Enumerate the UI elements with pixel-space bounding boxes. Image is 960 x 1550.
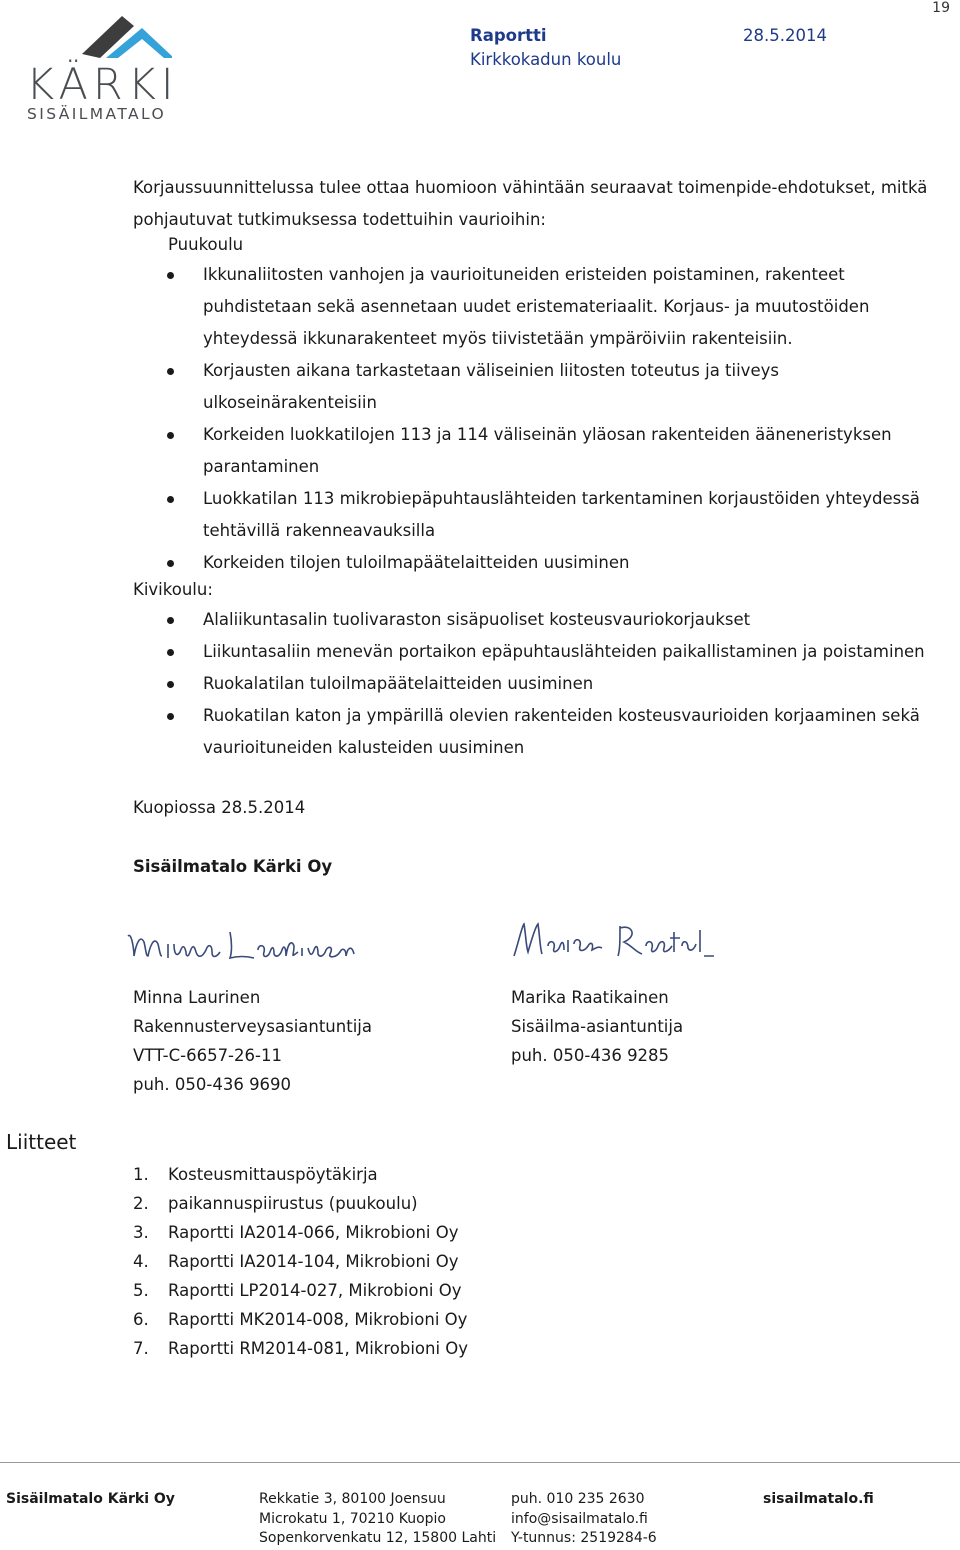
footer-email[interactable]: info@sisailmatalo.fi — [511, 1510, 648, 1527]
bullet-icon — [167, 617, 174, 624]
signer-title: Sisäilma-asiantuntija — [511, 1017, 684, 1036]
signer-phone: puh. 050-436 9690 — [133, 1075, 292, 1094]
footer-company: Sisäilmatalo Kärki Oy — [6, 1491, 175, 1507]
list-item: Korkeiden luokkatilojen 113 ja 114 väliseinän yläosan rakenteiden ääneneristyksen parantaminen — [163, 419, 953, 483]
puukoulu-list — [163, 259, 953, 579]
company-logo — [26, 14, 179, 123]
bullet-icon — [167, 432, 174, 439]
bullet-icon — [167, 496, 174, 503]
list-item: Ruokalatilan tuloilmapäätelaitteiden uusiminen — [163, 668, 953, 700]
bullet-icon — [167, 272, 174, 279]
footer-contacts — [511, 1490, 657, 1549]
list-item: Ikkunaliitosten vanhojen ja vaurioituneiden eristeiden poistaminen, rakenteet puhdistetaan sekä asennetaan uudet eristemateriaalit. Korjaus- ja muutostöiden yhteydessä ikkunarakenteet myös tiivistetään ympäröiviin rakenteisiin. — [163, 259, 953, 355]
report-date: 28.5.2014 — [743, 26, 827, 45]
list-item: Ruokatilan katon ja ympärillä olevien rakenteiden kosteusvaurioiden korjaaminen sekä vaurioituneiden kalusteiden uusiminen — [163, 700, 953, 764]
place-date: Kuopiossa 28.5.2014 — [133, 798, 306, 817]
signer-phone: puh. 050-436 9285 — [511, 1046, 670, 1065]
list-item: 1. Kosteusmittauspöytäkirja — [133, 1165, 378, 1184]
signer-block-2 — [511, 983, 683, 1070]
list-item: Liikuntasaliin menevän portaikon epäpuhtauslähteiden paikallistaminen ja poistaminen — [163, 636, 953, 668]
list-item: Korjausten aikana tarkastetaan väliseinien liitosten toteutus ja tiiveys ulkoseinärakenteisiin — [163, 355, 953, 419]
signer-title: Rakennusterveysasiantuntija — [133, 1017, 372, 1036]
attachments-heading: Liitteet — [6, 1130, 77, 1154]
bullet-icon — [167, 713, 174, 720]
kivikoulu-list — [163, 604, 953, 764]
footer-phone: puh. 010 235 2630 — [511, 1491, 645, 1507]
list-item: Alaliikuntasalin tuolivaraston sisäpuoliset kosteusvauriokorjaukset — [163, 604, 953, 636]
bullet-icon — [167, 681, 174, 688]
report-label: Raportti — [470, 26, 547, 45]
list-item: Luokkatilan 113 mikrobiepäpuhtauslähteiden tarkentaminen korjaustöiden yhteydessä tehtävillä rakenneavauksilla — [163, 483, 953, 547]
logo-tagline: SISÄILMATALO — [27, 105, 167, 123]
page-number: 19 — [932, 0, 950, 16]
signer-certificate: VTT-C-6657-26-11 — [133, 1046, 282, 1065]
signing-company: Sisäilmatalo Kärki Oy — [133, 857, 333, 876]
signer-name: Marika Raatikainen — [511, 988, 669, 1007]
list-item: Korkeiden tilojen tuloilmapäätelaitteiden uusiminen — [163, 547, 953, 579]
attachments-list — [133, 1160, 468, 1363]
bullet-icon — [167, 560, 174, 567]
report-subject: Kirkkokadun koulu — [470, 50, 622, 69]
bullet-icon — [167, 649, 174, 656]
list-item: 4. Raportti IA2014-104, Mikrobioni Oy — [133, 1252, 459, 1271]
logo-roof-icon — [62, 14, 172, 62]
footer-divider — [0, 1462, 960, 1463]
list-item: 3. Raportti IA2014-066, Mikrobioni Oy — [133, 1223, 459, 1242]
logo-brand: KÄRKI — [26, 60, 179, 110]
section-label-kivikoulu: Kivikoulu: — [133, 580, 213, 599]
bullet-icon — [167, 368, 174, 375]
signer-block-1 — [133, 983, 372, 1099]
list-item: 5. Raportti LP2014-027, Mikrobioni Oy — [133, 1281, 462, 1300]
list-item: 2. paikannuspiirustus (puukoulu) — [133, 1194, 418, 1213]
footer-website-link[interactable]: sisailmatalo.fi — [763, 1491, 874, 1507]
footer-addresses: Rekkatie 3, 80100 Joensuu Microkatu 1, 70210 Kuopio Sopenkorvenkatu 12, 15800 Lahti — [259, 1491, 497, 1546]
intro-paragraph: Korjaussuunnittelussa tulee ottaa huomioon vähintään seuraavat toimenpide-ehdotukset, mitkä pohjautuvat tutkimuksessa todettuihin vaurioihin: — [133, 178, 928, 229]
footer-business-id: Y-tunnus: 2519284-6 — [511, 1530, 657, 1546]
signer-name: Minna Laurinen — [133, 988, 261, 1007]
list-item: 6. Raportti MK2014-008, Mikrobioni Oy — [133, 1310, 468, 1329]
signature-marika-raatikainen — [508, 916, 718, 970]
section-label-puukoulu: Puukoulu — [168, 235, 244, 254]
list-item: 7. Raportti RM2014-081, Mikrobioni Oy — [133, 1339, 469, 1358]
signature-minna-laurinen — [122, 922, 362, 972]
